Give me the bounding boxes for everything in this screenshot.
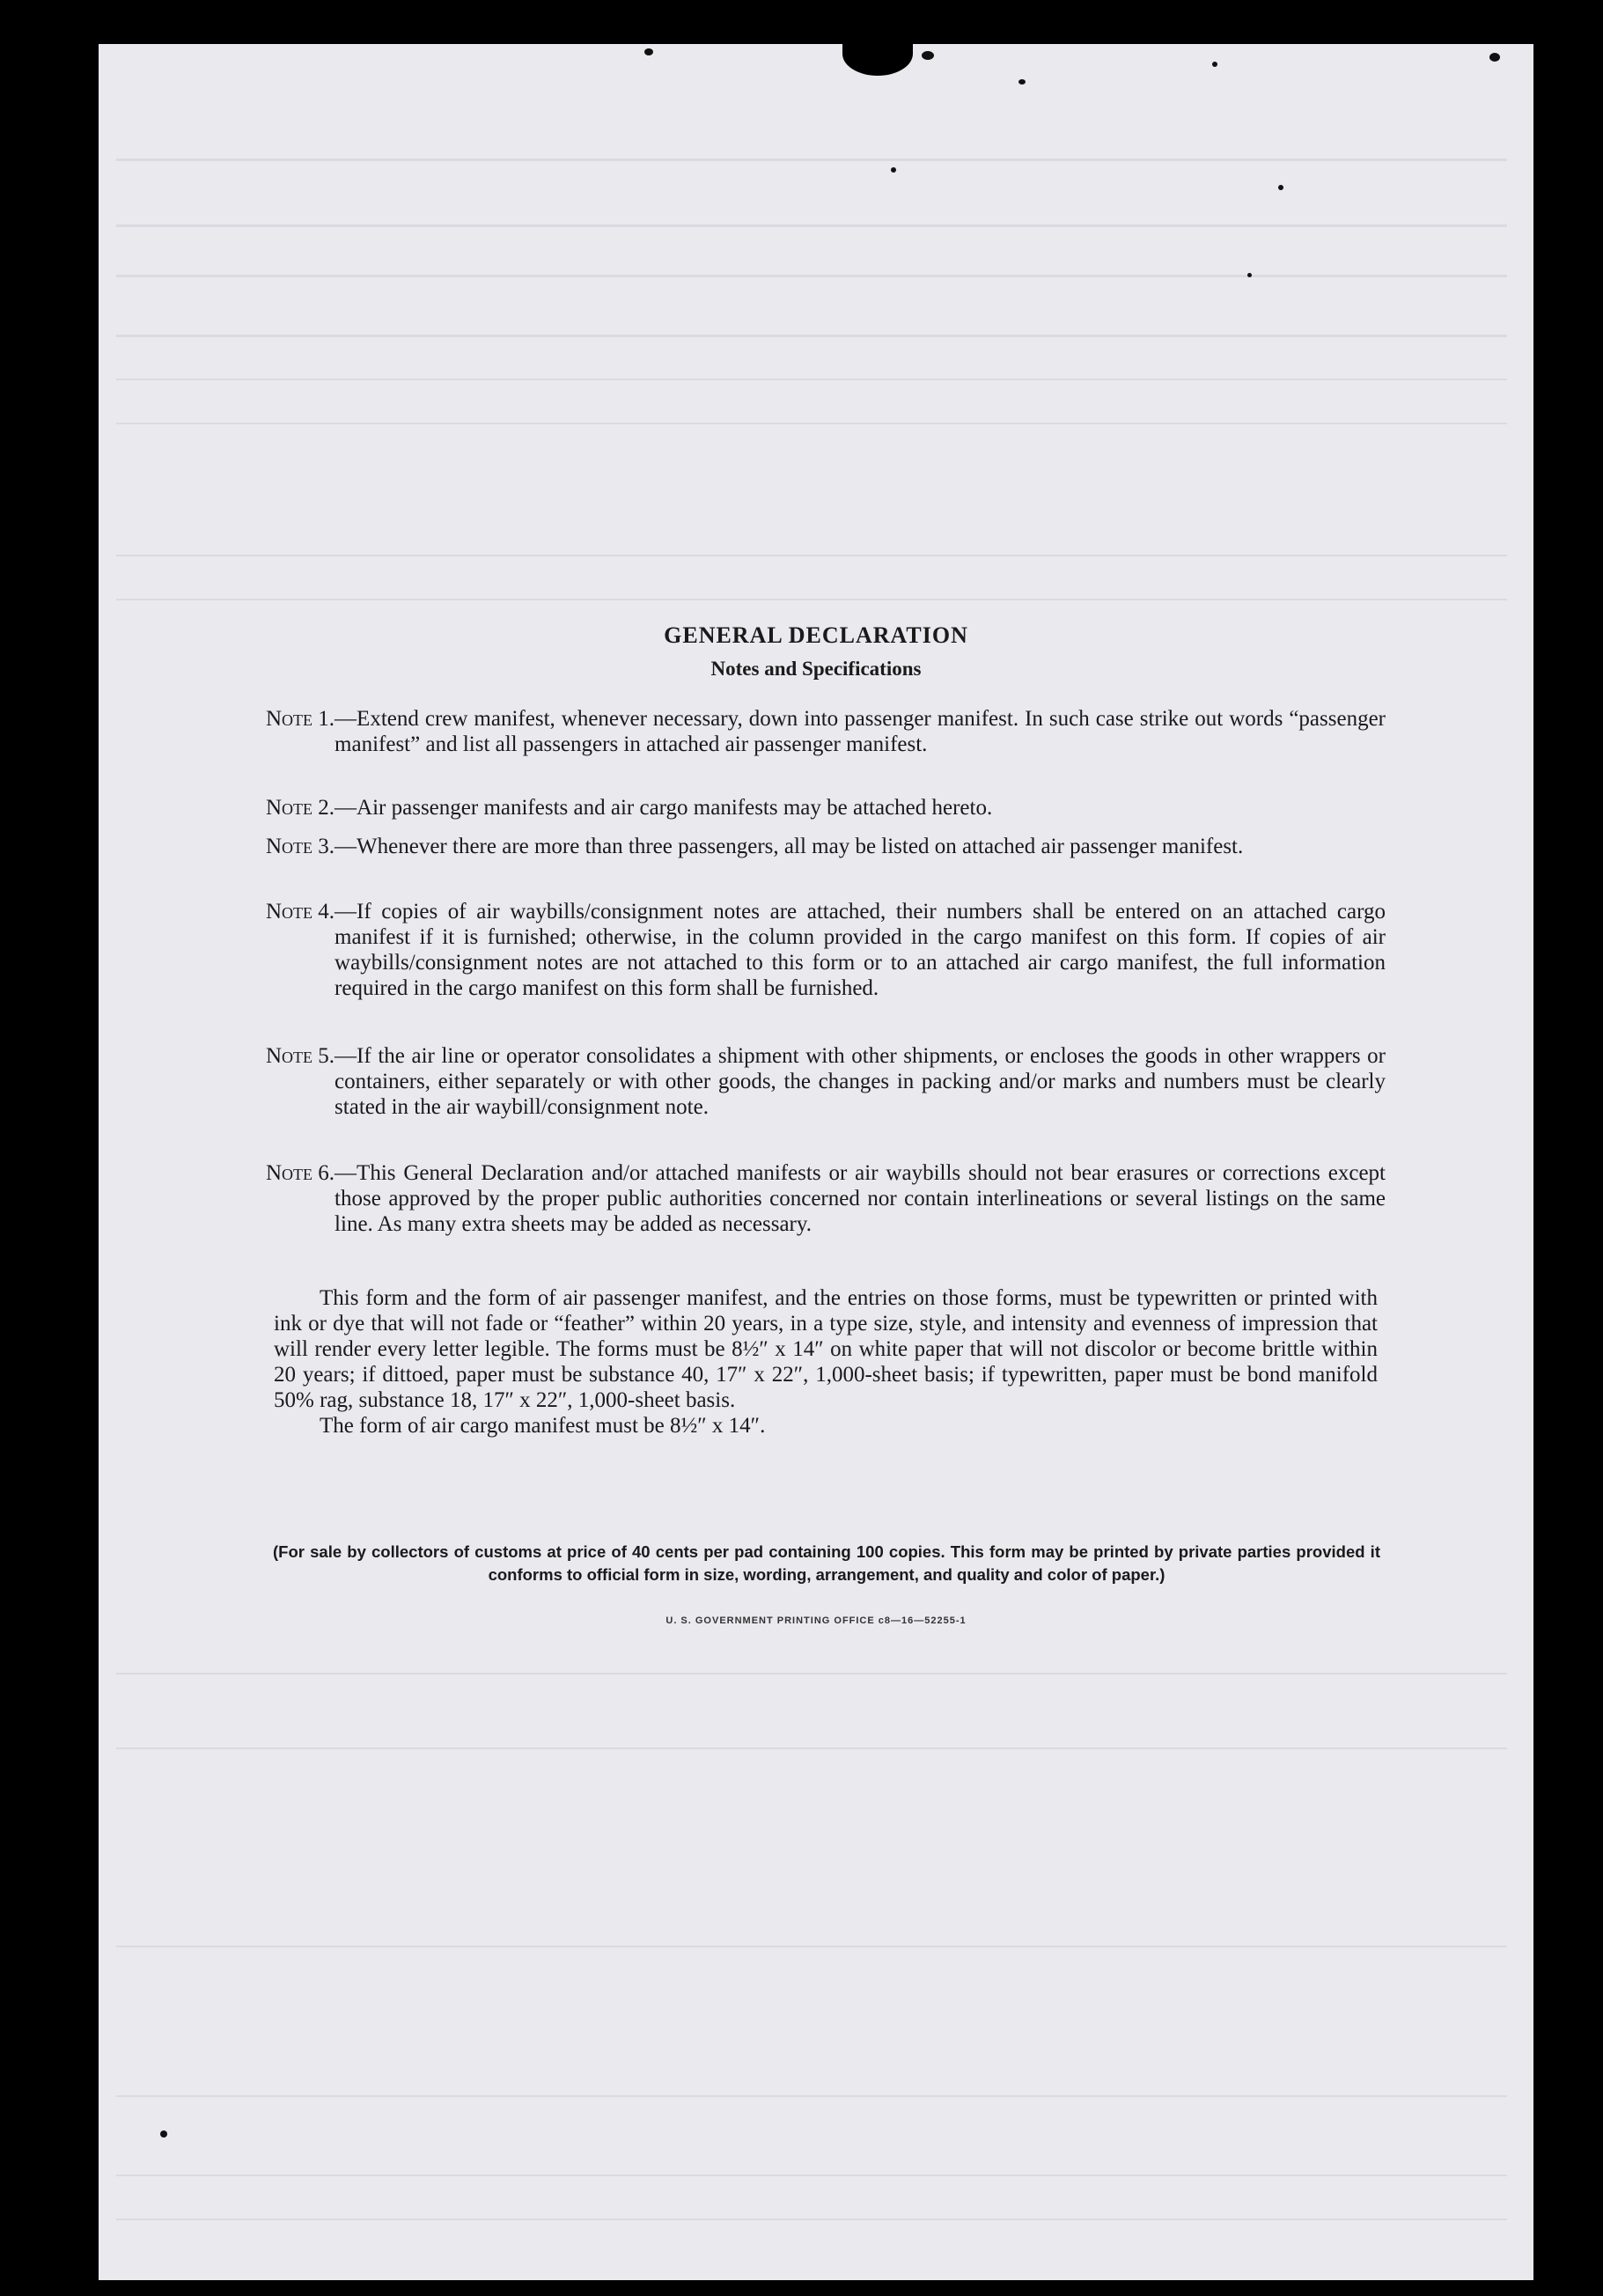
- bleed-through-line: [116, 2175, 1507, 2176]
- note-5: [266, 1043, 1386, 1120]
- document-page: [99, 44, 1533, 2280]
- bleed-through-line: [116, 2219, 1507, 2220]
- paper-damage-speck: [1247, 273, 1252, 277]
- paper-damage-speck: [1212, 62, 1217, 67]
- paper-damage-speck: [891, 167, 896, 173]
- form-specification-paragraph: [274, 1285, 1378, 1439]
- note-text: —Extend crew manifest, whenever necessary, down into passenger manifest. In such case strike out words “passenger manifest” and list all passengers in attached air passenger manifest.: [335, 707, 1386, 756]
- document-title: GENERAL DECLARATION: [664, 622, 968, 648]
- note-label: Note 2.: [266, 796, 335, 820]
- bleed-through-line: [116, 224, 1507, 227]
- note-label: Note 6.: [266, 1161, 335, 1185]
- bleed-through-line: [116, 1748, 1507, 1749]
- bleed-through-line: [116, 555, 1507, 556]
- bleed-through-line: [116, 423, 1507, 424]
- paper-damage-speck: [1489, 53, 1500, 62]
- paper-damage-speck: [922, 51, 934, 60]
- bleed-through-line: [116, 335, 1507, 337]
- bleed-through-line: [116, 379, 1507, 380]
- note-text: —This General Declaration and/or attached manifests or air waybills should not bear erasures or corrections except those approved by the proper public authorities concerned nor contain interlineations or several listings on the same line. As many extra sheets may be added as necessary.: [335, 1161, 1386, 1236]
- bleed-through-line: [116, 1946, 1507, 1947]
- paper-damage-speck: [1018, 79, 1026, 85]
- bleed-through-line: [116, 275, 1507, 277]
- note-label: Note 5.: [266, 1044, 335, 1068]
- printer-line: U. S. GOVERNMENT PRINTING OFFICE c8—16—52255-1: [665, 1615, 967, 1626]
- note-2: [266, 795, 1386, 821]
- paragraph-text: The form of air cargo manifest must be 8½″ x 14″.: [320, 1414, 766, 1438]
- note-text: —Whenever there are more than three passengers, all may be listed on attached air passenger manifest.: [335, 835, 1244, 858]
- note-4: [266, 899, 1386, 1001]
- note-label: Note 1.: [266, 707, 335, 731]
- paper-damage-speck: [842, 32, 913, 76]
- note-3: [266, 834, 1386, 859]
- note-text: —If copies of air waybills/consignment notes are attached, their numbers shall be entered on an attached cargo manifest if it is furnished; otherwise, in the column provided in the cargo manifest on this form. If copies of air waybills/consignment notes are not attached to this form or to an attached air cargo manifest, the full information required in the cargo manifest on this form shall be furnished.: [335, 900, 1386, 1000]
- note-1: [266, 706, 1386, 757]
- sale-note: (For sale by collectors of customs at price of 40 cents per pad containing 100 copies. This form may be printed by private parties provided it conforms to official form in size, wording, arrangement, and quality and color of paper.): [273, 1542, 1380, 1584]
- bleed-through-line: [116, 158, 1507, 161]
- bleed-through-line: [116, 2095, 1507, 2097]
- note-6: [266, 1160, 1386, 1237]
- document-subtitle: Notes and Specifications: [710, 658, 922, 680]
- bleed-through-line: [116, 1673, 1507, 1674]
- note-text: —Air passenger manifests and air cargo manifests may be attached hereto.: [335, 796, 993, 820]
- paper-damage-speck: [644, 48, 653, 55]
- note-label: Note 3.: [266, 835, 335, 858]
- note-label: Note 4.: [266, 900, 335, 924]
- bleed-through-line: [116, 599, 1507, 600]
- paper-damage-speck: [160, 2130, 167, 2138]
- paragraph-text: This form and the form of air passenger manifest, and the entries on those forms, must be typewritten or printed with ink or dye that will not fade or “feather” within 20 years, in a type size, style, and intensity and evenness of impression that will render every letter legible. The forms must be 8½″ x 14″ on white paper that will not discolor or become brittle within 20 years; if dittoed, paper must be substance 40, 17″ x 22″, 1,000-sheet basis; if typewritten, paper must be bond manifold 50% rag, substance 18, 17″ x 22″, 1,000-sheet basis.: [274, 1286, 1378, 1412]
- note-text: —If the air line or operator consolidates a shipment with other shipments, or encloses the goods in other wrappers or containers, either separately or with other goods, the changes in packing and/or marks and numbers must be clearly stated in the air waybill/consignment note.: [335, 1044, 1386, 1119]
- paper-damage-speck: [1278, 185, 1283, 190]
